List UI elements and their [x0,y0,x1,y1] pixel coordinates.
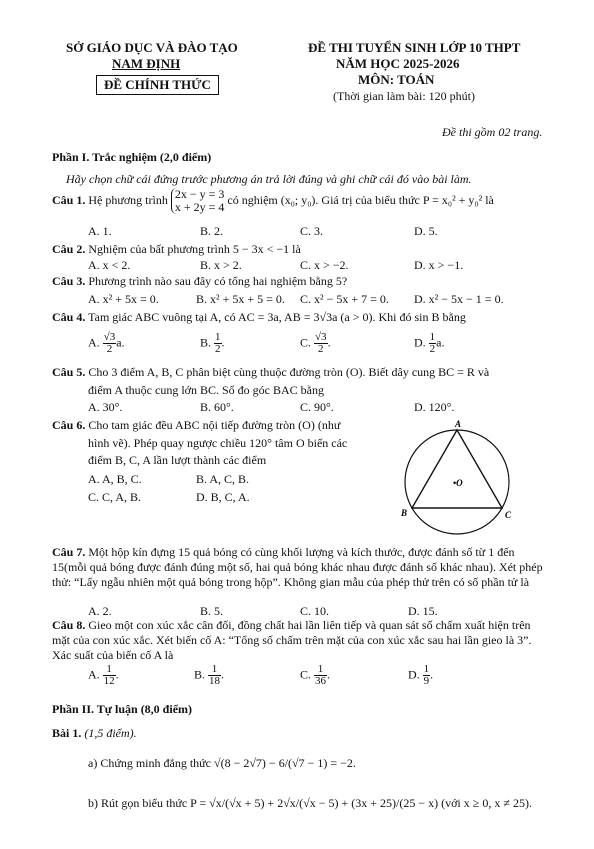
label-c: C [505,510,512,520]
q6-option-a: A. A, B, C. [88,472,142,486]
label-o: •O [453,478,463,488]
inscribed-triangle-figure [395,418,525,538]
question-label: Câu 6. [52,418,86,432]
question-text-cont: có nghiệm (x₀; y₀). Giá trị của biểu thức P = x₀² + y₀² là [227,192,494,207]
q8-option-b: B. $\frac{1}{18}$ . [194,663,225,687]
q2-option-b: B. x > 2. [200,258,242,272]
q2-option-a: A. x < 2. [88,258,131,272]
question-label: Câu 2. [52,242,86,256]
q2-option-c: C. x > −2. [300,258,349,272]
denominator: 2 [318,343,324,355]
time-allowed: (Thời gian làm bài: 120 phút) [333,89,475,103]
q7-option-b: B. 5. [200,604,224,618]
part-b-condition: (với x ≥ 0, x ≠ 25). [441,796,532,810]
bai1-part-a [88,756,356,771]
q7-option-a: A. 2. [88,604,112,618]
q3-option-d: D. x² − 5x − 1 = 0. [414,292,504,306]
option-letter: C. [300,335,312,350]
q7-option-d: D. 15. [408,604,438,618]
part1-title: Phần I. Trắc nghiệm (2,0 điểm) [52,150,212,164]
question-label: Câu 7. [52,545,86,559]
q6-option-d: D. B, C, A. [196,490,250,504]
bai1-part-b [88,796,532,811]
exam-title: ĐỀ THI TUYỂN SINH LỚP 10 THPT [308,40,521,55]
question-text: Cho 3 điểm A, B, C phân biệt cùng thuộc đường tròn (O). Biết dây cung BC = R và [88,365,490,379]
department-name: SỞ GIÁO DỤC VÀ ĐÀO TẠO [66,40,238,55]
q4-option-b [200,332,225,355]
q6-option-c: C. C, A, B. [88,490,142,504]
q6-option-b: B. A, C, B. [196,472,250,486]
denominator: 2 [215,343,221,355]
denominator: 36 [315,675,327,687]
question-label: Câu 5. [52,365,86,379]
fraction [423,664,431,687]
q4-option-d [414,332,445,355]
q3-option-a: A. x² + 5x = 0. [88,292,159,306]
question-label: Câu 1. [52,192,86,207]
numerator: 1 [314,664,327,676]
question-text: Tam giác ABC vuông tại A, có AC = 3a, AB = 3√3a (a > 0). Khi đó sin B bằng [88,310,466,324]
denominator: 2 [429,343,436,355]
part-a-text: a) Chứng minh đẳng thức [88,756,211,770]
label-b: B [401,508,408,518]
pages-note: Đề thi gồm 02 trang. [442,125,543,139]
part-b-expression: P = √x/(√x + 5) + 2√x/(√x − 5) + (3x + 25)/(25 − x) [190,796,439,810]
q8-option-d: D. $\frac{1}{9}$ . [408,663,434,687]
q5-option-a: A. 30°. [88,400,123,414]
option-letter: B. [194,667,206,682]
question-label: Câu 8. [52,618,86,632]
q5-option-c: C. 90°. [300,400,334,414]
q3-option-c: C. x² − 5x + 7 = 0. [300,292,389,306]
subject: MÔN: TOÁN [358,72,435,87]
bai1-label: Bài 1. [52,726,82,740]
q1-option-c: C. 3. [300,224,324,238]
question-5 [52,365,489,380]
numerator: 1 [208,664,221,676]
bai1-points: (1,5 điểm). [84,726,137,740]
question-4 [52,310,466,325]
question-text: Một hộp kín đựng 15 quả bóng có cùng khối lượng và kích thước, được đánh số từ 1 đến 15(mỗi quả bóng được đánh đúng một số, hai quả bóng khác nhau được đánh số khác nhau). Xét phép thử: “Lấy ngẫu nhiên một quả bóng trong hộp”. Không gian mẫu của phép thử trên có số phần tử là [52,545,543,589]
question-label: Câu 4. [52,310,86,324]
numerator: √3 [103,331,116,343]
q2-option-d: D. x > −1. [414,258,464,272]
q1-option-a: A. 1. [88,224,112,238]
label-a: A [455,419,462,429]
question-2 [52,242,301,257]
q3-option-b: B. x² + 5x + 5 = 0. [196,292,285,306]
fraction [314,332,328,355]
denominator: 12 [103,675,115,687]
question-5-line2: điểm A thuộc cung lớn BC. Số đo góc BAC bằng [88,383,325,397]
denominator: 9 [423,675,430,687]
denominator: 18 [209,675,221,687]
question-label: Câu 3. [52,274,86,288]
official-badge: ĐỀ CHÍNH THỨC [96,75,219,95]
numerator: 1 [103,664,116,676]
q5-option-d: D. 120°. [414,400,455,414]
question-6-line2: hình vẽ). Phép quay ngược chiều 120° tâm O biến các [88,436,348,450]
fraction [103,664,116,687]
question-8 [52,618,546,663]
option-letter: D. [414,335,426,350]
option-letter: A. [88,667,100,682]
option-letter: A. [88,335,100,350]
question-text: Nghiệm của bất phương trình 5 − 3x < −1 là [88,242,301,256]
school-year: NĂM HỌC 2025-2026 [336,56,460,71]
part2-title: Phần II. Tự luận (8,0 điểm) [52,702,193,716]
option-tail: a. [436,335,445,350]
option-tail: . [327,335,331,350]
option-letter: C. [300,667,312,682]
equation-2: x + 2y = 4 [174,200,225,214]
option-letter: B. [200,335,212,350]
part-a-expression: √(8 − 2√7) − 6/(√7 − 1) = −2. [214,756,356,770]
option-letter: D. [408,667,420,682]
numerator: 1 [215,331,221,343]
question-text: Hệ phương trình [88,192,168,207]
q1-option-b: B. 2. [200,224,224,238]
fraction [314,664,327,687]
question-text: Phương trình nào sau đây có tổng hai nghiệm bằng 5? [88,274,348,288]
option-tail: a. [116,335,125,350]
question-6 [52,418,340,433]
question-1 [52,188,494,214]
province-name: NAM ĐỊNH [112,56,181,71]
denominator: 2 [106,343,113,355]
equation-1: 2x − y = 3 [174,187,225,201]
part-b-text: b) Rút gọn biểu thức [88,796,188,810]
fraction [214,332,222,355]
q7-option-c: C. 10. [300,604,330,618]
triangle-abc [412,430,502,508]
question-text: Gieo một con xúc xắc cân đối, đồng chất hai lần liên tiếp và quan sát số chấm xuất hiện trên mặt của con xúc xắc. Xét biến cố A: “Tổng số chấm trên mặt của con xúc xắc sau hai lần gieo là 3”. Xác suất của biến cố A là [52,618,532,662]
numerator: 1 [423,663,430,675]
question-6-line3: điểm B, C, A lần lượt thành các điểm [88,453,267,467]
equation-system [171,188,225,214]
question-3 [52,274,347,289]
part1-instruction: Hãy chọn chữ cái đứng trước phương án trả lời đúng và ghi chữ cái đó vào bài làm. [66,172,472,186]
q4-option-c [300,332,331,355]
option-tail: . [221,335,225,350]
fraction [103,332,117,355]
q8-option-a: A. $\frac{1}{12}$ . [88,663,119,687]
bai1-heading [52,726,137,741]
numerator: 1 [429,331,436,343]
q5-option-b: B. 60°. [200,400,234,414]
q8-option-c: C. $\frac{1}{36}$ . [300,663,331,687]
q1-option-d: D. 5. [414,224,438,238]
fraction [208,664,221,687]
question-text: Cho tam giác đều ABC nội tiếp đường tròn (O) (như [88,418,341,432]
question-7 [52,545,546,590]
numerator: √3 [315,331,327,343]
q4-option-a [88,332,125,355]
